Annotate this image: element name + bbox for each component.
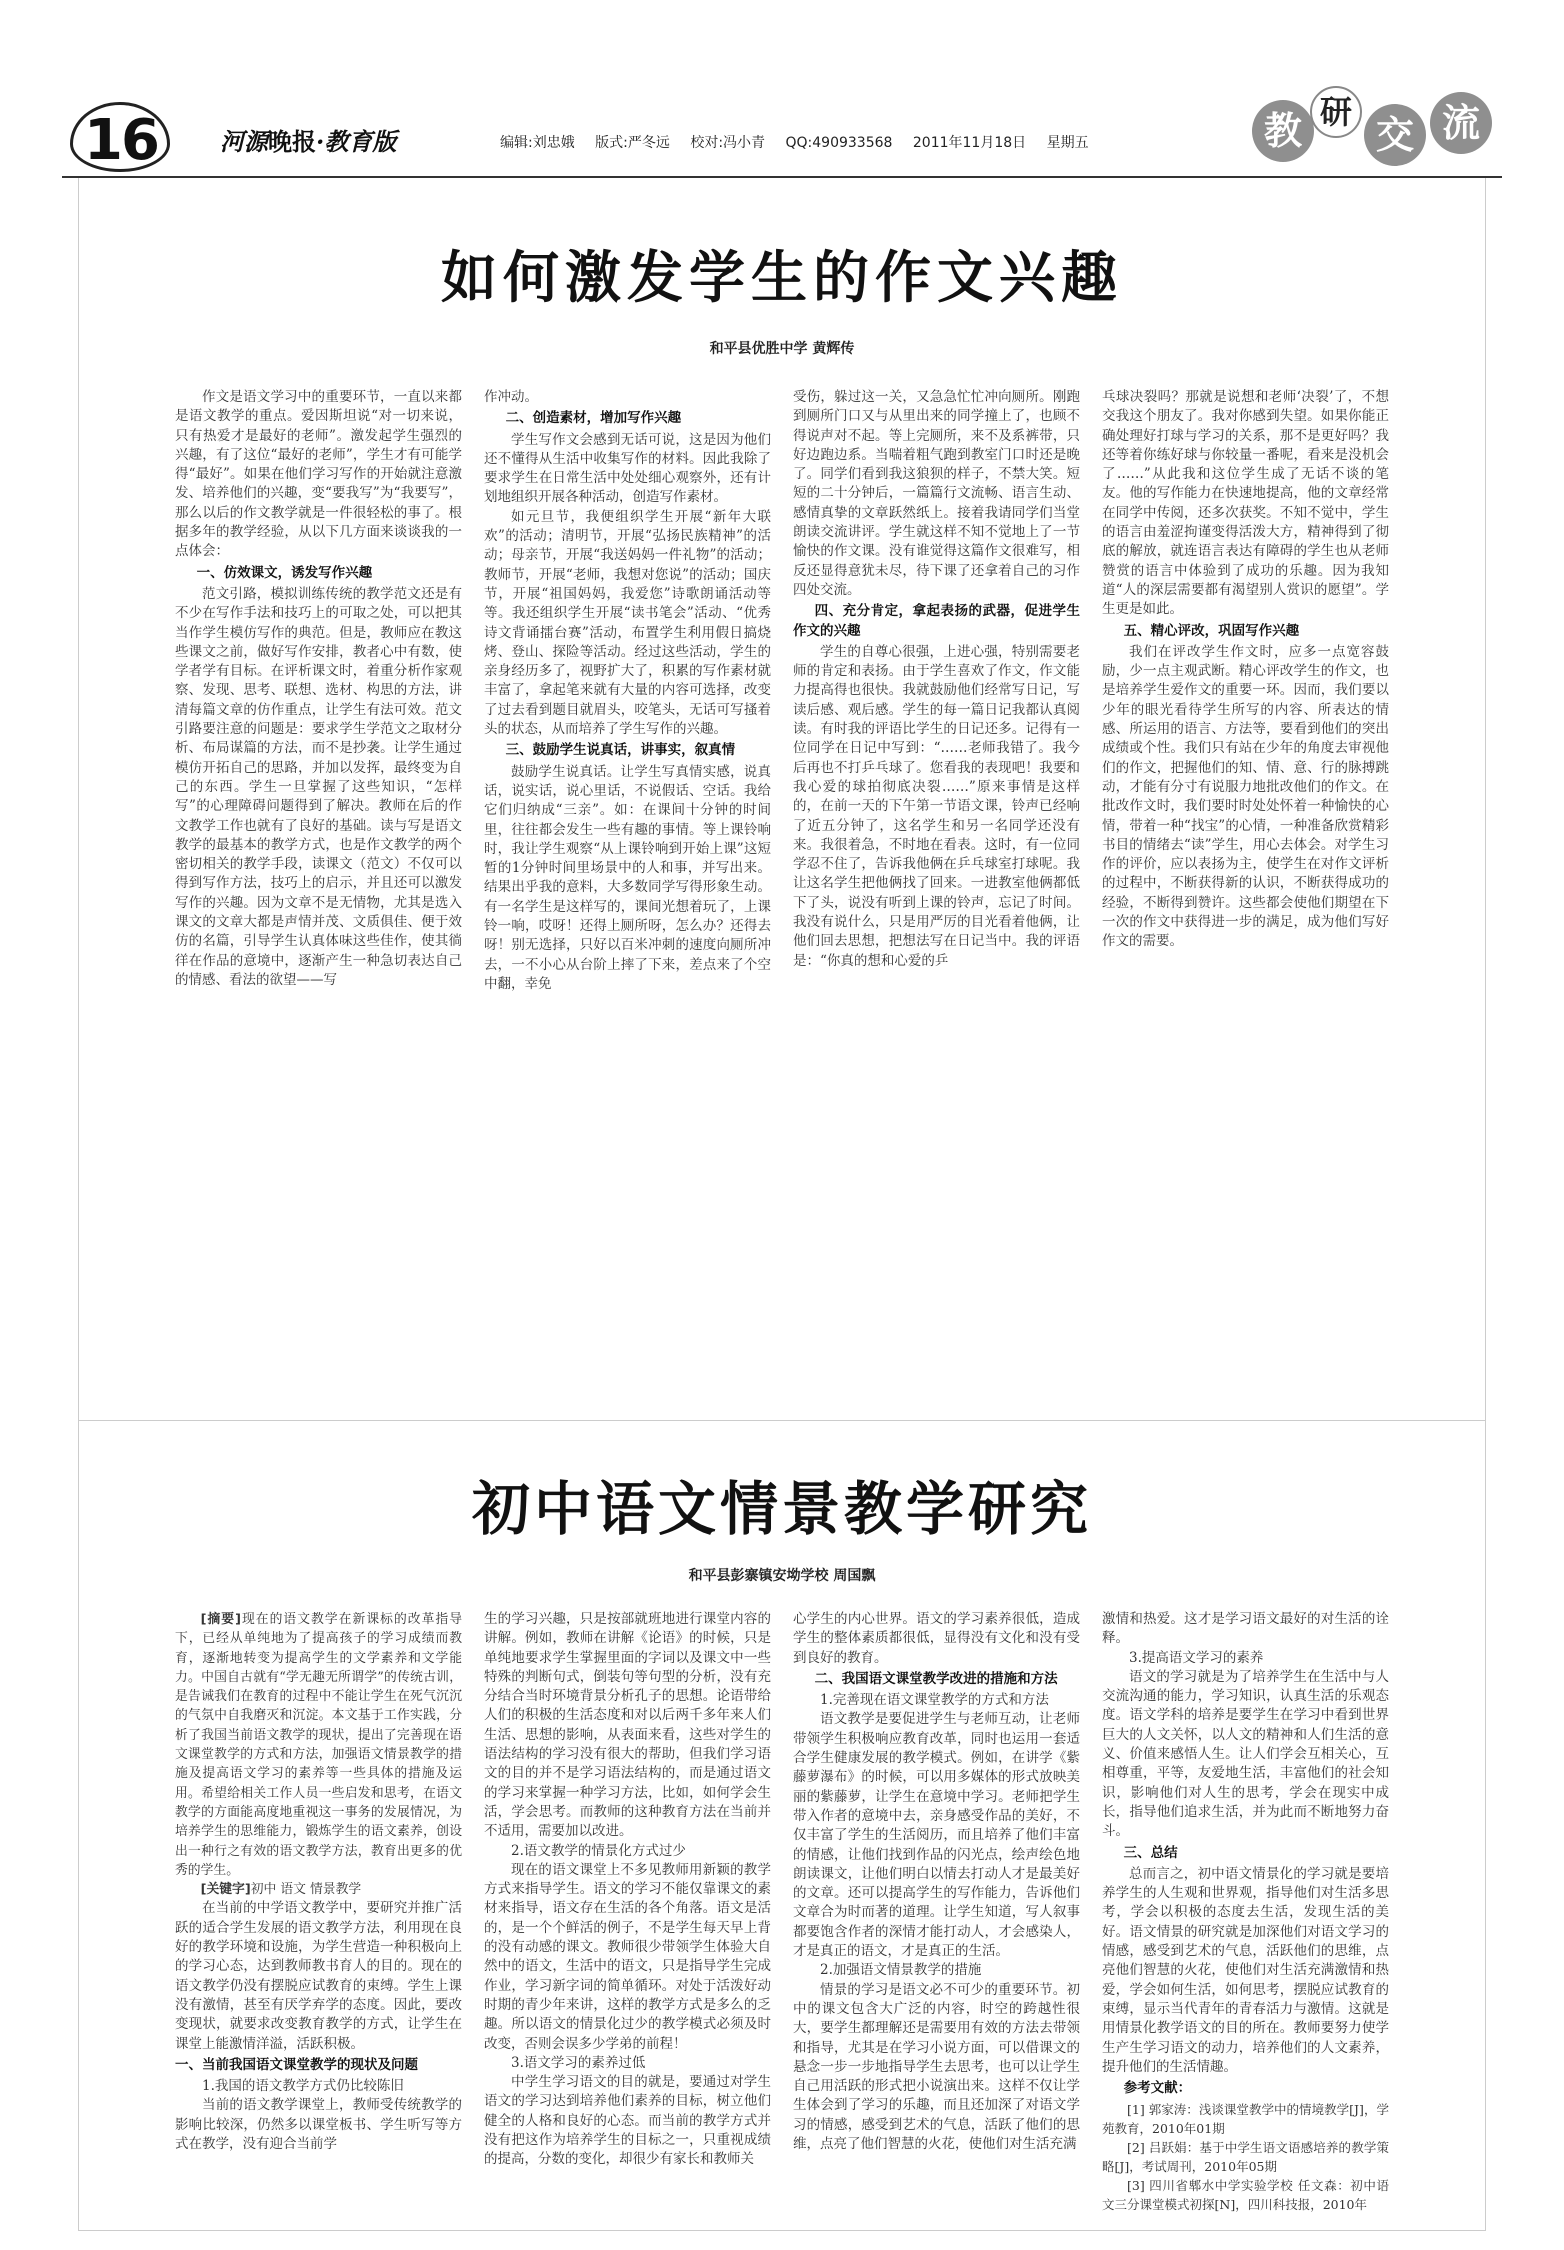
proof-credit: 校对:冯小青 (690, 135, 766, 151)
article-1-column-4 (1102, 388, 1389, 1400)
layout-credit: 版式:严冬远 (595, 135, 670, 151)
body-paragraph: 作文是语文学习中的重要环节，一直以来都是语文教学的重点。爱因斯坦说“对一切来说，只有热爱才是最好的老师”。激发起学生强烈的兴趣，有了这位“最好的老师”，学生才有可能学得“最好”。如果在他们学习写作的开始就注意激发、培养他们的兴趣，变“要我写”为“我要写”，那么以后的作文教学就是一件很轻松的事了。根据多年的教学经验，从以下几方面来谈谈我的一点体会： (175, 389, 462, 560)
body-paragraph: 激情和热爱。这才是学习语文最好的对生活的诠释。 (1102, 1611, 1389, 1647)
article-1-columns (175, 388, 1389, 1400)
issue-date: 2011年11月18日 (912, 135, 1027, 151)
body-paragraph: 心学生的内心世界。语文的学习素养很低，造成学生的整体素质都很低，显得没有文化和没有受到良好的教育。 (793, 1611, 1080, 1666)
column-char-1: 教 (1252, 100, 1314, 162)
article-1-column-2 (484, 388, 771, 1400)
body-paragraph: 1.我国的语文教学方式仍比较陈旧 (202, 2078, 404, 2095)
article-1-title: 如何激发学生的作文兴趣 (441, 246, 1123, 311)
body-paragraph: 范文引路，模拟训练传统的教学范文还是有不少在写作手法和技巧上的可取之处，可以把其当作学生模仿写作的典范。但是，教师应在教这些课文之前，做好写作安排，教者心中有数，使学者学有目标。在评析课文时，着重分析作家观察、发现、思考、联想、选材、构思的方法，讲清每篇文章的仿作重点，让学生有法可效。范文引路要注意的问题是：要求学生学范文之取材分析、布局谋篇的方法，而不是抄袭。让学生通过模仿开拓自己的思路，并加以发挥，最终变为自己的东西。学生一旦掌握了这些知识，“怎样写”的心理障碍问题得到了解决。教师在后的作文教学工作也就有了良好的基础。读与写是语文教学的最基本的教学方式，也是作文教学的两个密切相关的教学手段，读课文（范文）不仅可以得到写作方法，技巧上的启示，并且还可以激发写作的兴趣。因为文章不是无情物，尤其是选入课文的文章大都是声情并茂、文质俱佳、便于效仿的名篇，引导学生认真体味这些佳作，使其徜徉在作品的意境中，逐渐产生一种急切表达自己的情感、看法的欲望——写 (175, 585, 462, 988)
article-1-byline: 和平县优胜中学 黄辉传 (709, 341, 855, 357)
section-heading: 四、充分肯定，拿起表扬的武器，促进学生作文的兴趣 (793, 603, 1080, 639)
body-paragraph: 乓球决裂吗？那就是说想和老师‘决裂’了，不想交我这个朋友了。我对你感到失望。如果你能正确处理好打球与学习的关系，那不是更好吗？我还等着你练好球与你较量一番呢，看来是没机会了……”从此我和这位学生成了无话不谈的笔友。他的写作能力在快速地提高，他的文章经常在同学中传阅，还多次获奖。不知不觉中，学生的语言由羞涩拘谨变得活泼大方，精神得到了彻底的解放，就连语言表达有障碍的学生也从老师赞赏的语言中体验到了成功的乐趣。因为我知道“人的深层需要都有渴望别人赏识的愿望”。学生更是如此。 (1102, 389, 1389, 618)
edition-info (500, 132, 1105, 152)
article-2-column-2 (484, 1610, 771, 2200)
body-paragraph: 当前的语文教学课堂上，教师受传统教学的影响比较深，仍然多以课堂板书、学生听写等方式在教学，没有迎合当前学 (175, 2097, 462, 2153)
section-heading: 参考文献： (1123, 2080, 1192, 2097)
column-char-4: 流 (1430, 92, 1492, 154)
body-paragraph: 3.语文学习的素养过低 (511, 2054, 646, 2071)
editor-credit: 编辑:刘忠娥 (500, 135, 575, 151)
body-paragraph: 语文的学习就是为了培养学生在生活中与人交流沟通的能力，学习知识，认真生活的乐观态度。语文学科的培养是要学生在学习中看到世界巨大的人文关怀，以人文的精神和人们生活的意义、价值来感悟人生。让人们学会互相关心，互相尊重，平等，友爱地生活，丰富他们的社会知识，影响他们对人生的思考，学会在现实中成长，指导他们追求生活，并为此而不断地努力奋斗。 (1102, 1668, 1389, 1840)
body-paragraph: 我们在评改学生作文时，应多一点宽容鼓励，少一点主观武断。精心评改学生的作文，也是培养学生爱作文的重要一环。因而，我们要以少年的眼光看待学生所写的内容、所表达的情感、所运用的语言、方法等，要看到他们的突出成绩或个性。我们只有站在少年的角度去审视他们的作文，把握他们的知、情、意、行的脉搏跳动，才能有分寸有说服力地批改他们的作文。在批改作文时，我们要时时处处怀着一种愉快的心情，带着一种“找宝”的心情，一种准备欣赏精彩书目的情绪去“读”学生，用心去体会。对学生习作的评价，应以表扬为主，使学生在对作文评析的过程中，不断获得新的认识，不断获得成功的经验，不断得到赞许。这些都会使他们期望在下一次的作文中获得进一步的满足，成为他们写好作文的需要。 (1102, 643, 1389, 950)
article-1-column-1 (175, 388, 462, 1400)
column-char-3: 交 (1364, 104, 1426, 166)
body-paragraph: 中学生学习语文的目的就是，要通过对学生语文的学习达到培养他们素养的目标，树立他们健全的人格和良好的心态。而当前的教学方式并没有把这作为培养学生的目标之一，只重视成绩的提高，分数的变化，却很少有家长和教师关 (484, 2074, 771, 2168)
body-paragraph: 受伤，躲过这一关，又急急忙忙冲向厕所。刚跑到厕所门口又与从里出来的同学撞上了，也顾不得说声对不起。等上完厕所，来不及系裤带，只好边跑边系。当喘着粗气跑到教室门口时还是晚了。同学们看到我这狼狈的样子，不禁大笑。短短的二十分钟后，一篇篇行文流畅、语言生动、感情真挚的文章跃然纸上。接着我请同学们当堂朗读交流讲评。学生就这样不知不觉地上了一节愉快的作文课。没有谁觉得这篇作文很难写，相反还显得意犹未尽，待下课了还拿着自己的习作四处交流。 (793, 389, 1080, 598)
body-paragraph: 如元旦节，我便组织学生开展“新年大联欢”的活动；清明节，开展“弘扬民族精神”的活动；母亲节，开展“我送妈妈一件礼物”的活动；教师节，开展“老师，我想对您说”的活动；国庆节，开展“祖国妈妈，我爱您”诗歌朗诵活动等等。我还组织学生开展“读书笔会”活动、“优秀诗文背诵擂台赛”活动，布置学生利用假日搞烧烤、登山、探险等活动。经过这些活动，学生的亲身经历多了，视野扩大了，积累的写作素材就丰富了，拿起笔来就有大量的内容可选择，改变了过去看到题目就眉头，咬笔头，无话可写搔着头的状态，从而培养了学生写作的兴趣。 (484, 508, 771, 738)
body-paragraph: 作冲动。 (484, 389, 538, 405)
page-header (62, 84, 1502, 174)
body-paragraph: 现在的语文课堂上不多见教师用新颖的教学方式来指导学生。语文的学习不能仅靠课文的素材来指导，语文存在生活的各个角落。语文是活的，是一个个鲜活的例子，不是学生每天早上背的没有动感的课文。教师很少带领学生体验大自然中的语文，生活中的语文，只是指导学生完成作业，学习新字词的简单循环。对处于活泼好动时期的青少年来讲，这样的教学方式是多么的乏趣。所以语文的情景化过少的教学模式必须及时改变，否则会误多少学弟的前程！ (484, 1861, 771, 2052)
page-number-badge (70, 102, 190, 172)
section-heading: 二、创造素材，增加写作兴趣 (505, 410, 682, 427)
article-2-byline: 和平县彭寨镇安坳学校 周国飘 (688, 1568, 876, 1584)
body-paragraph: 总而言之，初中语文情景化的学习就是要培养学生的人生观和世界观，指导他们对生活多思考，学会以积极的态度去生活，发现生活的美好。语文情景的研究就是加深他们对语文学习的情感，感受到艺术的气息，活跃他们的思维，点亮他们智慧的火花，使他们对生活充满激情和热爱，学会如何生活，如何思考，摆脱应试教育的束缚，显示当代青年的青春活力与激情。这就是用情景化教学语文的目的所在。教师要努力使学生产生学习语文的动力，培养他们的人文素养，提升他们的生活情趣。 (1102, 1865, 1389, 2075)
abstract-paragraph (175, 1880, 462, 1899)
column-char-2: 研 (1310, 86, 1362, 138)
brand-part1: 河源 (220, 127, 268, 156)
section-heading: 三、总结 (1123, 1844, 1178, 1861)
section-heading: 一、当前我国语文课堂教学的现状及问题 (175, 2056, 418, 2073)
article-2-column-1 (175, 1610, 462, 2200)
body-paragraph: 生的学习兴趣，只是按部就班地进行课堂内容的讲解。例如，教师在讲解《论语》的时候，只是单纯地要求学生掌握里面的字词以及课文中一些特殊的判断句式，倒装句等句型的分析，没有充分结合当时环境背景分析孔子的思想。论语带给人们的积极的生活态度和对以后两千多年来人们生活、思想的影响，从表面来看，这些对学生的语法结构的学习没有很大的帮助，但我们学习语文的目的并不是学习语法结构的，而是通过语文的学习来掌握一种学习方法，比如，如何学会生活，学会思考。而教师的这种教育方法在当前并不适用，需要加以改进。 (484, 1611, 771, 1840)
section-heading: 五、精心评改，巩固写作兴趣 (1123, 622, 1300, 639)
body-paragraph: 情景的学习是语文必不可少的重要环节。初中的课文包含大广泛的内容，时空的跨越性很大，要学生都理解还是需要用有效的方法去带领和指导，尤其是在学习小说方面，可以借课文的悬念一步一步地指导学生去思考，也可以让学生自己用活跃的形式把小说演出来。这样不仅让学生体会到了学习的乐趣，而且还加深了对语文学习的情感，感受到艺术的气息，活跃了他们的思维，点亮了他们智慧的火花，使他们对生活充满 (793, 1981, 1080, 2153)
section-heading: 二、我国语文课堂教学改进的措施和方法 (814, 1670, 1058, 1687)
newspaper-brand (220, 122, 396, 157)
body-paragraph: 语文教学是要促进学生与老师互动，让老师带领学生积极响应教育改革，同时也运用一套适合学生健康发展的教学模式。例如，在讲学《紫藤萝瀑布》的时候，可以用多媒体的形式放映美丽的紫藤萝，让学生在意境中学习。老师把学生带入作者的意境中去，亲身感受作品的美好，不仅丰富了学生的生活阅历，而且培养了他们丰富的情感，让他们找到作品的闪光点，绘声绘色地朗读课文，让他们明白以情去打动人才是最美好的文章。还可以提高学生的写作能力，告诉他们文章合为时而著的道理。让学生知道，写人叙事都要饱含作者的深情才能打动人，才会感染人，才是真正的语文，才是真正的生活。 (793, 1711, 1080, 1960)
abstract-paragraph (175, 1610, 462, 1880)
article-2-columns (175, 1610, 1389, 2213)
body-paragraph: 学生的自尊心很强，上进心强，特别需要老师的肯定和表扬。由于学生喜欢了作文，作文能力提高得也很快。我就鼓励他们经常写日记，写读后感、观后感。学生的每一篇日记我都认真阅读。有时我的评语比学生的日记还多。记得有一位同学在日记中写到：“……老师我错了。我今后再也不打乒乓球了。您看我的表现吧！我要和我心爱的球拍彻底决裂……”原来事情是这样的，在前一天的下午第一节语文课，铃声已经响了近五分钟了，这名学生和另一名同学还没有来。我很着急，不时地在看表。这时，有一位同学忍不住了，告诉我他俩在乒乓球室打球呢。我让这名学生把他俩找了回来。一进教室他俩都低下了头，说没有听到上课的铃声，忘记了时间。我没有说什么，只是用严厉的目光看着他俩，让他们回去思想，把想法写在日记当中。我的评语是：“你真的想和心爱的乒 (793, 643, 1080, 969)
section-heading: 三、鼓励学生说真话，讲事实，叙真情 (505, 742, 736, 759)
abstract-tag: [关键字] (200, 1882, 251, 1898)
body-paragraph: 2.语文教学的情景化方式过少 (511, 1842, 686, 1859)
abstract-text: 初中 语文 情景教学 (250, 1882, 362, 1898)
reference-item: [1] 郭家涛：浅谈课堂教学中的情境教学[J]，学苑教育，2010年01期 (1102, 2102, 1389, 2137)
issue-weekday: 星期五 (1046, 135, 1089, 151)
page-number: 16 (84, 108, 158, 173)
body-paragraph: 在当前的中学语文教学中，要研究并推广活跃的适合学生发展的语文教学方法，利用现在良好的教学环境和设施，为学生营造一种积极向上的学习心态，达到教师教书育人的目的。现在的语文教学仍没有摆脱应试教育的束缚。学生上课没有激情，甚至有厌学弃学的态度。因此，要改变现状，就要求改变教育教学的方式，让学生在课堂上能激情洋溢，活跃积极。 (175, 1900, 462, 2052)
article-2-column-3 (793, 1610, 1080, 2200)
abstract-text: 现在的语文教学在新课标的改革指导下，已经从单纯地为了提高孩子的学习成绩而教育，逐渐地转变为提高学生的文学素养和文学能力。中国自古就有“学无趣无所谓学”的传统古训，是告诫我们在教育的过程中不能让学生在死气沉沉的气氛中自我磨灭和沉淀。本文基于工作实践，分析了我国当前语文教学的现状，提出了完善现在语文课堂教学的方式和方法，加强语文情景教学的措施及提高语文学习的素养等一些具体的措施及运用。希望给相关工作人员一些启发和思考，在语文教学的方面能高度地重视这一事务的发展情况，为培养学生的思维能力，锻炼学生的语文素养，创设出一种行之有效的语文教学方法，教育出更多的优秀的学生。 (175, 1612, 463, 1878)
body-paragraph: 1.完善现在语文课堂教学的方式和方法 (820, 1692, 1049, 1709)
article-1-column-3 (793, 388, 1080, 1400)
body-paragraph: 学生写作文会感到无话可说，这是因为他们还不懂得从生活中收集写作的材料。因此我除了要求学生在日常生活中处处细心观察外，还有计划地组织开展各种活动，创造写作素材。 (484, 431, 771, 506)
reference-item: [3] 四川省郫水中学实验学校 任文森：初中语文三分课堂模式初探[N]，四川科技报，2010年 (1102, 2178, 1389, 2213)
column-name-logo (1252, 86, 1502, 166)
body-paragraph: 2.加强语文情景教学的措施 (820, 1962, 982, 1979)
article-2-column-4 (1102, 1610, 1389, 2213)
brand-part2: 晚报 (268, 128, 316, 156)
reference-item: [2] 吕跃娟：基于中学生语文语感培养的教学策略[J]，考试周刊，2010年05期 (1102, 2140, 1389, 2175)
section-heading: 一、仿效课文，诱发写作兴趣 (196, 564, 373, 581)
brand-part3: ·教育版 (316, 127, 397, 156)
body-paragraph: 3.提高语文学习的素养 (1129, 1649, 1264, 1666)
article-2 (78, 1420, 1486, 2231)
article-1 (78, 178, 1486, 1421)
qq-number: QQ:490933568 (785, 135, 893, 151)
body-paragraph: 鼓励学生说真话。让学生写真情实感，说真话，说实话，说心里话，不说假话、空话。我给它们归纳成“三亲”。如：在课间十分钟的时间里，往往都会发生一些有趣的事情。等上课铃响时，我让学生观察“从上课铃响到开始上课”这短暂的1分钟时间里场景中的人和事，并写出来。结果出乎我的意料，大多数同学写得形象生动。有一名学生是这样写的，课间光想着玩了，上课铃一响，哎呀！还得上厕所呀，怎么办？还得去呀！别无选择，只好以百米冲刺的速度向厕所冲去，一不小心从台阶上摔了下来，差点来了个空中翻，幸免 (484, 763, 771, 992)
article-2-title: 初中语文情景教学研究 (471, 1475, 1092, 1543)
abstract-tag: [摘要] (200, 1612, 241, 1627)
